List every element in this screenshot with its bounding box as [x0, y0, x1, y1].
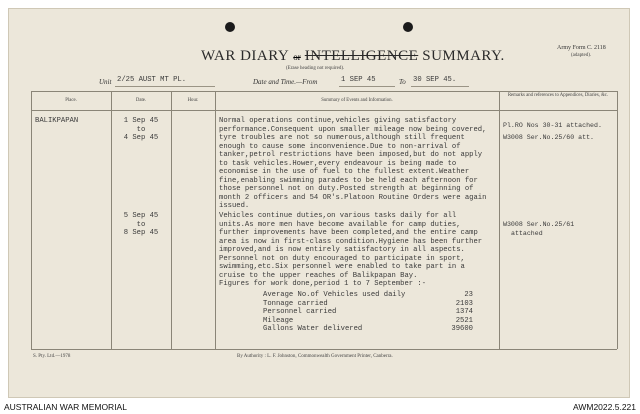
unit-label: Unit	[99, 78, 112, 86]
figures-list	[263, 291, 473, 334]
punch-hole	[225, 22, 235, 32]
date-to: 30 SEP 45.	[413, 76, 457, 84]
archive-reference: AWM2022.5.221	[573, 402, 636, 412]
figure-row: Mileage 2521	[263, 316, 473, 325]
form-subtitle: (Erase heading not required).	[286, 66, 345, 71]
entry-remarks: W3008 Ser.No.25/61 attached	[503, 221, 575, 237]
column-header-hour: Hour.	[187, 98, 199, 103]
printer-code: S. Pty. Ltd.—1978	[33, 354, 71, 359]
form-title: WAR DIARY or INTELLIGENCE SUMMARY.	[201, 48, 505, 64]
entry-summary: Vehicles continue duties,on various tasks daily for all units.As more men have become available for camp duties, further improvements have been completed,and the entire camp area is now in first-class condition.Hygiene has been further improved,and is now entirely satisfactory in all aspects. Personnel not on duty encouraged to participate in sport, swimming,etc.Six personnel were enabled to take part in a cruise to the upper reaches of Balikpapan Bay. Figures for work done,period 1 to 7 September :-	[219, 212, 483, 288]
entry-date: 1 Sep 45 to 4 Sep 45	[123, 117, 159, 142]
figure-row: Personnel carried 1374	[263, 308, 473, 316]
column-header-remarks: Remarks and references to Appendices, Diaries, &c.	[507, 93, 609, 98]
column-header-summary: Summary of Events and Information.	[321, 98, 393, 103]
figure-row: Average No.of Vehicles used daily 23	[263, 291, 473, 299]
army-form-number: Army Form C. 2118	[557, 45, 606, 51]
archive-name: AUSTRALIAN WAR MEMORIAL	[4, 402, 127, 412]
entry-remarks: Pl.RO Nos 30-31 attached. W3008 Ser.No.25/60 att.	[503, 122, 602, 141]
figure-row: Tonnage carried 2103	[263, 299, 473, 308]
column-header-date: Date.	[135, 98, 147, 103]
to-label: To	[399, 78, 406, 86]
punch-hole	[403, 22, 413, 32]
entry-place: BALIKPAPAN	[35, 117, 79, 125]
army-form-sub: (adapted).	[571, 53, 592, 58]
archive-footer	[0, 400, 640, 414]
diary-page	[8, 8, 630, 398]
figure-row: Gallons Water delivered 39600	[263, 325, 473, 333]
entry-summary: Normal operations continue,vehicles giving satisfactory performance.Consequent upon smaller mileage now being covered, tyre troubles are not so numerous,although still frequent enough to cause some inconvenience.Due to non-arrival of tanker,petrol restrictions have been imposed,but do not apply to task vehicles.Hower,every endeavour is being made to economise in the use of fuel to the fullest extent.Weather fine,enabling swimming parades to be held each afternoon for those personnel not on duty.Posted strength at beginning of month 2 officers and 54 OR's.Platoon Routine Orders were again issued.	[219, 117, 487, 210]
date-from: 1 SEP 45	[341, 76, 376, 84]
column-header-place: Place.	[65, 98, 77, 103]
entry-date: 5 Sep 45 to 8 Sep 45	[123, 212, 159, 237]
date-label: Date and Time.—From	[253, 78, 318, 86]
printer-authority: By Authority : L. F. Johnston, Commonwealth Government Printer, Canberra.	[237, 354, 393, 359]
unit-value: 2/25 AUST MT PL.	[117, 76, 187, 84]
